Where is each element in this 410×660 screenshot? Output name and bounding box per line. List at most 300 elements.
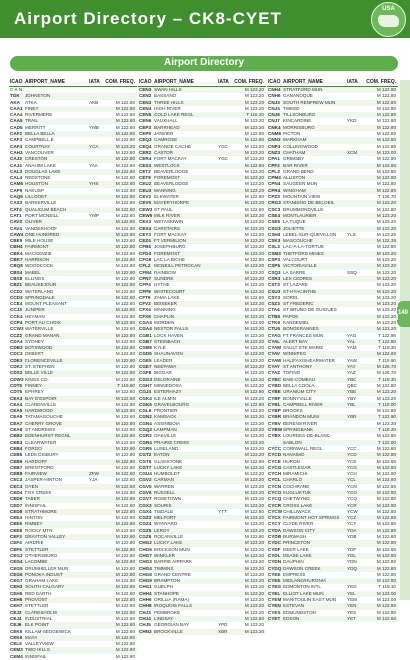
com-frequency: M 123.20 bbox=[244, 288, 264, 294]
icao-code: CFX8 bbox=[139, 313, 151, 319]
com-frequency: M 122.80 bbox=[376, 124, 396, 130]
com-frequency: M 122.80 bbox=[115, 162, 135, 168]
airport-name: SWAN HILLS bbox=[154, 87, 182, 92]
icao-code: CAH3 bbox=[10, 149, 23, 155]
airport-name: MOUNT PLEASANT bbox=[25, 301, 68, 307]
table-row bbox=[267, 616, 398, 622]
airport-name: DRUMMONDVILLE bbox=[283, 206, 324, 212]
iata-code: YET bbox=[347, 615, 356, 621]
com-frequency: M 122.35 bbox=[376, 238, 396, 244]
icao-code: CEV5 bbox=[139, 200, 152, 206]
icao-code: CFL2 bbox=[139, 263, 151, 269]
icao-code: CPA1 bbox=[268, 156, 280, 162]
airport-name: SOUTH RENFREW MUN bbox=[283, 99, 336, 105]
icao-code: CSR3 bbox=[268, 275, 281, 281]
icao-code: CGN4 bbox=[139, 420, 152, 426]
airport-name: FORT MACKAY bbox=[154, 156, 187, 162]
header-freq: COM. FREQ. bbox=[366, 79, 396, 85]
directory-column-2 bbox=[138, 77, 266, 635]
icao-code: CGK4 bbox=[139, 395, 152, 401]
airport-name: ATKA bbox=[25, 99, 37, 105]
airport-name: RIVERMERE bbox=[25, 112, 53, 118]
airport-name: FAIRMONT HOT SPRINGS bbox=[283, 515, 340, 521]
com-frequency: M 122.80 bbox=[115, 288, 135, 294]
airport-name: ROCANVILLE bbox=[154, 534, 184, 540]
icao-code: CYEE bbox=[268, 578, 281, 584]
com-frequency: M 122.80 bbox=[115, 370, 135, 376]
icao-code: CED7 bbox=[10, 502, 23, 508]
com-frequency: M 123.20 bbox=[244, 332, 264, 338]
icao-code: CDT5 bbox=[10, 382, 22, 388]
iata-code: YCA bbox=[89, 143, 99, 149]
com-frequency: M 122.80 bbox=[115, 496, 135, 502]
airport-name: KANDEMIEL bbox=[283, 319, 310, 325]
com-frequency: M 123.20 bbox=[244, 143, 264, 149]
icao-code: CCZ2 bbox=[10, 332, 22, 338]
icao-code: CPN4 bbox=[268, 181, 281, 187]
airport-name: DELORAINE bbox=[154, 376, 181, 382]
airport-name: MORRISBURG bbox=[283, 124, 315, 130]
airport-name: AIRDRIE bbox=[25, 540, 44, 546]
airport-name: RAINBOW bbox=[154, 269, 176, 275]
airport-name: BARKERVILLE bbox=[25, 200, 57, 206]
com-frequency: M 123.20 bbox=[244, 93, 264, 99]
icao-code: CEZ4 bbox=[139, 238, 151, 244]
icao-code: CEH3 bbox=[10, 584, 23, 590]
com-frequency: M 122.80 bbox=[244, 194, 264, 200]
airport-name: SOURIS bbox=[154, 502, 172, 508]
icao-code: CAD5 bbox=[10, 124, 23, 130]
icao-code: CHG6 bbox=[139, 546, 152, 552]
airport-name: HALIFAX/SHEARWATER bbox=[283, 357, 335, 363]
airport-name: PONOKA INDUST bbox=[25, 571, 63, 577]
airport-name: KAMSACK bbox=[154, 414, 177, 420]
airport-name: DEASE LAKE bbox=[283, 552, 312, 558]
com-frequency: M 122.80 bbox=[115, 502, 135, 508]
icao-code: CEB4 bbox=[10, 445, 23, 451]
icao-code: CGR4 bbox=[139, 439, 152, 445]
com-frequency: M 122.80 bbox=[376, 609, 396, 615]
airport-name: MILK RIVER bbox=[154, 212, 181, 218]
com-frequency: M 122.80 bbox=[115, 641, 135, 647]
iata-code: YCC bbox=[347, 445, 357, 451]
airport-name: PORT AU CHOIX bbox=[25, 319, 61, 325]
com-frequency: M 122.80 bbox=[115, 445, 135, 451]
airport-name: TIMMINS bbox=[154, 565, 174, 571]
icao-code: CYEG bbox=[268, 584, 282, 590]
icao-code: CEN2 bbox=[139, 93, 152, 99]
icao-code: CEA6 bbox=[10, 414, 23, 420]
com-frequency: M 122.80 bbox=[115, 458, 135, 464]
airport-name: HYTHE bbox=[154, 282, 170, 288]
icao-code: CCJ3 bbox=[10, 307, 22, 313]
airport-name: CAMPBELL RIVER bbox=[283, 401, 323, 407]
airport-name: BRENTFORD bbox=[25, 464, 54, 470]
com-frequency: M 122.80 bbox=[115, 540, 135, 546]
icao-code: CEH5 bbox=[10, 590, 23, 596]
icao-code: CYAW bbox=[268, 357, 282, 363]
icao-code: CHG1 bbox=[139, 584, 152, 590]
airport-name: LUCKY LAKE bbox=[154, 464, 183, 470]
airport-name: FORGO bbox=[25, 445, 42, 451]
com-frequency: M 122.80 bbox=[115, 414, 135, 420]
airport-name: TWO HILLS bbox=[25, 647, 50, 653]
com-frequency: M 122.80 bbox=[244, 401, 264, 407]
icao-code: CGH7 bbox=[139, 382, 152, 388]
airport-name: BAR RIVER bbox=[283, 162, 308, 168]
icao-code: CEA8 bbox=[10, 427, 23, 433]
airport-name: ONE HUNDRED bbox=[25, 231, 60, 237]
icao-code: CAL3 bbox=[10, 168, 22, 174]
com-frequency: M 122.80 bbox=[376, 603, 396, 609]
airport-name: KILLAM-SEDGEWICK bbox=[25, 628, 71, 634]
column-header bbox=[9, 77, 137, 87]
icao-code: CEJ4 bbox=[10, 615, 22, 621]
icao-code: CNJ3 bbox=[268, 99, 280, 105]
com-frequency: M 122.80 bbox=[115, 376, 135, 382]
icao-code: CYBL bbox=[268, 401, 281, 407]
iata-code: YCN bbox=[347, 483, 357, 489]
airport-name: URANIUM CITY bbox=[283, 389, 317, 395]
com-frequency: T 122.95 bbox=[377, 332, 396, 338]
icao-code: CGZ4 bbox=[139, 521, 152, 527]
icao-code: CYCG bbox=[268, 464, 282, 470]
com-frequency: M 122.80 bbox=[115, 156, 135, 162]
airport-name: OLIVER bbox=[25, 219, 42, 225]
icao-code: CYCX bbox=[268, 515, 281, 521]
airport-name: GEORGIAN BAY bbox=[154, 622, 189, 628]
iata-code: YMP bbox=[89, 212, 99, 218]
icao-code: CCD2 bbox=[10, 288, 23, 294]
icao-code: CBE9 bbox=[10, 238, 23, 244]
icao-code: CNJ6 bbox=[268, 112, 280, 118]
icao-code: CEH6 bbox=[10, 597, 23, 603]
airport-name: ALERT BAY bbox=[283, 338, 308, 344]
header-name: AIRPORT_NAME bbox=[283, 79, 324, 85]
com-frequency: M 123.20 bbox=[244, 590, 264, 596]
icao-code: CGZ6 bbox=[139, 534, 152, 540]
com-frequency: M 123.20 bbox=[244, 452, 264, 458]
airport-name: TWEED bbox=[283, 105, 300, 111]
airport-name: HURON bbox=[283, 458, 300, 464]
icao-code: CPR4 bbox=[268, 187, 281, 193]
icao-code: CGV7 bbox=[139, 496, 152, 502]
icao-code: CDW3 bbox=[10, 376, 24, 382]
com-frequency: M 122.80 bbox=[244, 458, 264, 464]
icao-code: CCE4 bbox=[10, 301, 23, 307]
icao-code: CEE6 bbox=[10, 521, 23, 527]
com-frequency: M 123.20 bbox=[244, 597, 264, 603]
com-frequency: M 122.80 bbox=[115, 439, 135, 445]
icao-code: CED4 bbox=[10, 490, 23, 495]
airport-name: CORNWALL REGL bbox=[283, 445, 323, 451]
airport-name: JUNIPER bbox=[25, 307, 45, 313]
icao-code: CEX3 bbox=[139, 219, 152, 225]
com-frequency: M 122.80 bbox=[376, 502, 396, 508]
com-frequency: M 122.80 bbox=[376, 112, 396, 118]
airport-name: GANANOQUE bbox=[283, 93, 313, 99]
icao-code: CYBV bbox=[268, 420, 281, 426]
airport-name: LA SARRE bbox=[283, 269, 306, 275]
icao-code: CGZ5 bbox=[139, 527, 152, 533]
airport-name: CASTLEGAR bbox=[283, 464, 311, 470]
airport-name: PROVOST bbox=[25, 597, 48, 603]
com-frequency: M 123.20 bbox=[376, 395, 396, 401]
com-frequency: T 118.20 bbox=[378, 427, 396, 433]
com-frequency: M 123.20 bbox=[244, 370, 264, 376]
icao-code: CCK4 bbox=[10, 313, 23, 319]
com-frequency: M 123.20 bbox=[244, 225, 264, 231]
airport-name: VAUXHALL bbox=[154, 118, 178, 124]
icao-code: CPL3 bbox=[268, 168, 280, 174]
com-frequency: M 123.20 bbox=[244, 502, 264, 508]
com-frequency: M 123.20 bbox=[244, 552, 264, 558]
airport-name: ORILLIA (RAMA) bbox=[154, 597, 189, 603]
airport-name: NAKUSP bbox=[25, 187, 44, 193]
airport-name: BARRHEAD bbox=[154, 124, 180, 130]
airport-name: SOUTH CALGARY bbox=[25, 584, 65, 590]
map-shape bbox=[378, 15, 399, 27]
icao-code: CYDA bbox=[268, 527, 282, 533]
com-frequency: M 123.20 bbox=[244, 168, 264, 174]
iata-code: XCM bbox=[347, 149, 358, 155]
icao-code: CPZ3 bbox=[268, 194, 280, 200]
icao-code: CAF3 bbox=[10, 137, 22, 143]
icao-code: CES4 bbox=[139, 162, 152, 168]
airport-name: HARDWOOD bbox=[25, 408, 53, 414]
iata-code: YBY bbox=[347, 395, 357, 401]
airport-name: FT FRANCES MUN bbox=[283, 332, 324, 338]
icao-code: CYCE bbox=[268, 458, 281, 464]
iata-code: YDA bbox=[347, 527, 357, 533]
airport-name: FINNEY bbox=[25, 382, 42, 388]
com-frequency: M 122.80 bbox=[376, 615, 396, 621]
iata-code: YCG bbox=[347, 464, 357, 470]
com-frequency: M 123.20 bbox=[244, 275, 264, 281]
airport-name: CASTOR bbox=[154, 149, 174, 155]
icao-code: CSH4 bbox=[268, 231, 281, 237]
airport-name: BELLA COOLA bbox=[283, 382, 315, 388]
airport-name: CLEARWATER bbox=[25, 439, 57, 445]
airport-name: WARREN bbox=[154, 483, 175, 489]
icao-code: CED8 bbox=[10, 508, 23, 514]
icao-code: CEB7 bbox=[10, 464, 23, 470]
icao-code: CNH6 bbox=[268, 93, 281, 99]
icao-code: CGT2 bbox=[139, 452, 152, 458]
icao-code: CSP5 bbox=[268, 263, 281, 269]
airport-name: INDUSTRIAL bbox=[25, 615, 53, 621]
com-frequency: M 123.20 bbox=[244, 345, 264, 351]
icao-code: CEB2 bbox=[10, 433, 23, 439]
directory-column-1 bbox=[9, 77, 137, 660]
com-frequency: M 122.80 bbox=[115, 275, 135, 281]
airport-name: VANDERHOOF bbox=[25, 225, 58, 231]
icao-code: CYBC bbox=[268, 376, 282, 382]
icao-code: CGA3 bbox=[139, 319, 152, 325]
airport-name: ST PAUL bbox=[154, 206, 173, 212]
airport-name: SAULT STE MARIE bbox=[283, 345, 324, 351]
icao-code: CEB5 bbox=[10, 452, 23, 458]
icao-code: CYBF bbox=[268, 395, 281, 401]
com-frequency: M 123.20 bbox=[376, 288, 396, 294]
airport-name: MACKENZIE bbox=[25, 250, 52, 256]
com-frequency: M 123.20 bbox=[244, 628, 264, 634]
airport-name: GRAVELBOURG bbox=[154, 401, 190, 407]
com-frequency: T 122.80 bbox=[377, 338, 396, 344]
com-frequency: T 118.30 bbox=[378, 376, 396, 382]
header-iata: IATA bbox=[218, 79, 229, 85]
airport-name: ELLINGS bbox=[25, 275, 45, 281]
com-frequency: M 123.00 bbox=[244, 319, 264, 325]
com-frequency: M 122.80 bbox=[376, 93, 396, 99]
airport-name: ERICKSON MUN bbox=[154, 546, 190, 552]
airport-name: CLYDE RIVER bbox=[283, 521, 314, 527]
com-frequency: M 123.20 bbox=[244, 483, 264, 489]
airport-name: LEADER bbox=[154, 357, 173, 363]
icao-code: CAT4 bbox=[10, 206, 22, 212]
icao-code: CAW4 bbox=[10, 231, 24, 237]
com-frequency: M 122.80 bbox=[115, 584, 135, 590]
com-frequency: M 123.20 bbox=[244, 527, 264, 533]
section-title: Airport Directory bbox=[163, 57, 244, 68]
icao-code: CHG4 bbox=[139, 565, 152, 571]
icao-code: CEN3 bbox=[139, 87, 152, 92]
com-frequency: M 122.80 bbox=[115, 427, 135, 433]
airport-name: ALLISTON bbox=[283, 175, 306, 181]
com-frequency: M 123.20 bbox=[244, 395, 264, 401]
airport-name: LEROY bbox=[154, 527, 170, 533]
com-frequency: M 123.20 bbox=[244, 219, 264, 225]
airport-name: DEER LAKE bbox=[283, 546, 309, 552]
airport-name: LAC LA BICHE bbox=[154, 257, 185, 263]
icao-code: CYCQ bbox=[268, 496, 282, 502]
icao-code: CEX4 bbox=[139, 225, 152, 231]
com-frequency: M 122.80 bbox=[115, 395, 135, 401]
airport-name: BROCKVILLE bbox=[154, 628, 183, 634]
com-frequency: M 122.80 bbox=[115, 452, 135, 458]
com-frequency: M 122.80 bbox=[244, 294, 264, 300]
icao-code: CEM4 bbox=[10, 653, 23, 659]
com-frequency: M 123.20 bbox=[244, 99, 264, 105]
com-frequency: M 122.80 bbox=[115, 628, 135, 634]
airport-name: CHILLIWACK bbox=[283, 508, 311, 514]
icao-code: CNZ3 bbox=[268, 149, 280, 155]
airport-name: BONNYVILLE bbox=[283, 395, 312, 401]
icao-code: CEG4 bbox=[10, 559, 23, 565]
com-frequency: M 122.80 bbox=[115, 238, 135, 244]
icao-code: CFD4 bbox=[139, 250, 151, 256]
icao-code: CBK4 bbox=[10, 250, 23, 256]
airport-name: LEDS DISBURY bbox=[25, 452, 59, 458]
com-frequency: M 122.80 bbox=[376, 508, 396, 514]
icao-code: CFP8 bbox=[139, 288, 151, 294]
com-frequency: M 122.80 bbox=[115, 634, 135, 640]
icao-code: CPF2 bbox=[268, 162, 280, 168]
airport-name: LEBEL-SUR-QUEVILLON bbox=[283, 231, 337, 237]
airport-name: FOREMOST bbox=[154, 250, 181, 256]
icao-code: CEF6 bbox=[10, 546, 22, 552]
iata-code: YDF bbox=[347, 546, 357, 552]
com-frequency: M 123.20 bbox=[244, 200, 264, 206]
icao-code: CEP3 bbox=[139, 124, 152, 130]
airport-name: VICTORIAVILLE bbox=[283, 263, 317, 269]
iata-code: YBE bbox=[347, 389, 357, 395]
icao-code: CGT5 bbox=[139, 458, 152, 464]
com-frequency: M 122.80 bbox=[115, 515, 135, 521]
com-frequency: M 123.20 bbox=[244, 408, 264, 414]
airport-name: VALCOURT bbox=[283, 257, 308, 263]
icao-code: CAS3 bbox=[10, 200, 23, 206]
icao-code: CGE7 bbox=[139, 364, 152, 370]
com-frequency: M 122.80 bbox=[115, 552, 135, 558]
com-frequency: M 123.20 bbox=[244, 351, 264, 357]
com-frequency: M 122.80 bbox=[115, 263, 135, 269]
com-frequency: M 122.80 bbox=[376, 496, 396, 502]
airport-name: BAIE-COMEAU bbox=[283, 376, 316, 382]
com-frequency: M 122.80 bbox=[376, 168, 396, 174]
com-frequency: M 122.80 bbox=[376, 527, 396, 533]
airport-name: BROOKS bbox=[283, 408, 303, 414]
globe-label: USA bbox=[382, 6, 395, 12]
airport-name: MAYERTHORPE bbox=[154, 200, 190, 206]
airport-name: CLARESHOLM bbox=[25, 609, 57, 615]
airport-name: ST FREDERIC bbox=[283, 301, 314, 307]
airport-name: TILLSONBURG bbox=[283, 112, 316, 118]
com-frequency: M 122.80 bbox=[376, 351, 396, 357]
airport-name: BAY D'ESPOIR bbox=[25, 395, 57, 401]
airport-name: ASSINIBOIA bbox=[154, 420, 181, 426]
com-frequency: M 122.80 bbox=[115, 269, 135, 275]
airport-name: JOHNSTON bbox=[25, 93, 51, 99]
airport-name: STRATHMORE bbox=[25, 508, 57, 514]
airport-name: ST LAZARE bbox=[283, 282, 308, 288]
icao-code: CHG9 bbox=[139, 578, 152, 584]
com-frequency: M 122.80 bbox=[115, 149, 135, 155]
icao-code: CAA5 bbox=[10, 118, 23, 124]
com-frequency: M 122.80 bbox=[115, 364, 135, 370]
com-frequency: M 122.80 bbox=[115, 294, 135, 300]
com-frequency: M 122.80 bbox=[376, 433, 396, 439]
com-frequency: M 123.20 bbox=[244, 578, 264, 584]
airport-name: RED EARTH bbox=[25, 590, 52, 596]
airport-name: REDSTONE bbox=[25, 175, 51, 181]
com-frequency: M 122.80 bbox=[376, 458, 396, 464]
airport-name: LES CEDRES bbox=[283, 275, 313, 281]
icao-code: CNH4 bbox=[268, 87, 281, 92]
icao-code: CEH7 bbox=[10, 603, 23, 609]
iata-code: YAZ bbox=[347, 370, 356, 376]
icao-code: CYEM bbox=[268, 597, 282, 603]
airport-name: HOUSTON bbox=[25, 181, 48, 187]
airport-name: CHARLO bbox=[283, 477, 303, 483]
airport-name: WYNYARD bbox=[154, 521, 178, 527]
com-frequency: M 123.20 bbox=[244, 156, 264, 162]
airport-name: GRAND BEND bbox=[283, 168, 314, 174]
airport-name: SUNDRE bbox=[154, 275, 174, 281]
icao-code: CNJ7 bbox=[268, 118, 280, 124]
com-frequency: M 122.80 bbox=[115, 603, 135, 609]
iata-code: ZFW bbox=[89, 471, 99, 477]
airport-name: LUSELAND bbox=[154, 445, 179, 451]
com-frequency: T 126.70 bbox=[377, 194, 396, 200]
airport-name: BIGGAR bbox=[154, 370, 172, 376]
airport-name: ANAHIM LAKE bbox=[25, 162, 56, 168]
com-frequency: M 122.80 bbox=[244, 508, 264, 514]
header-iata: IATA bbox=[347, 79, 358, 85]
airport-name: STRATFORD MUN bbox=[283, 87, 323, 92]
airport-name: SHAUNAVON bbox=[154, 351, 183, 357]
icao-code: CPM4 bbox=[268, 175, 281, 181]
